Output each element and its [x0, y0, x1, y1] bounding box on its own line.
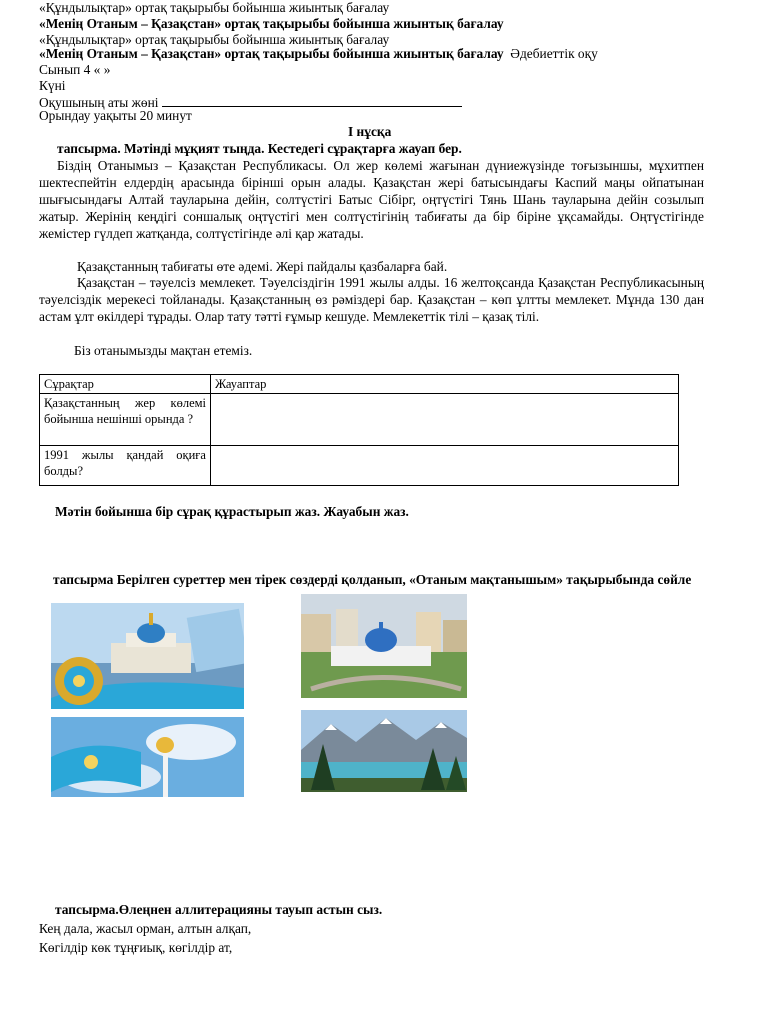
text-paragraph-2: Қазақстанның табиғаты өте әдемі. Жері пайдалы қазбаларға бай. [77, 259, 448, 274]
subject-label: Әдебиеттік оқу [510, 46, 598, 61]
akorda-emblem-image [51, 603, 244, 709]
student-name-blank[interactable] [162, 94, 462, 107]
text-paragraph-4: Біз отанымызды мақтан етеміз. [74, 343, 253, 358]
header-line-4-title: «Менің Отаным – Қазақстан» ортақ тақырыбы бойынша жиынтық бағалау [39, 46, 504, 61]
mountain-lake-image [301, 710, 467, 792]
variant-title: І нұсқа [348, 124, 392, 139]
table-question-1: Қазақстанның жер көлемі бойынша нешінші орында ? [40, 394, 211, 446]
domed-building-image [301, 594, 467, 698]
student-name-label: Оқушының аты жөні [39, 95, 159, 110]
header-line-1: «Құндылықтар» ортақ тақырыбы бойынша жиынтық бағалау [39, 0, 390, 15]
class-line: Сынып 4 « » [39, 62, 111, 77]
task2-title: тапсырма Берілген суреттер мен тірек сөздерді қолданып, «Отаным мақтанышым» тақырыбында сөйле [53, 572, 692, 587]
table-row [40, 394, 679, 446]
header-line-2: «Менің Отаным – Қазақстан» ортақ тақырыбы бойынша жиынтық бағалау [39, 16, 504, 31]
table-answer-2[interactable] [211, 446, 679, 486]
task1-title: тапсырма. Мәтінді мұқият тыңда. Кестедегі сұрақтарға жауап бер. [57, 141, 462, 156]
poem-line-1: Кең дала, жасыл орман, алтын алқап, [39, 921, 252, 936]
compose-question-task: Мәтін бойынша бір сұрақ құрастырып жаз. Жауабын жаз. [55, 504, 409, 519]
header-line-3: «Құндылықтар» ортақ тақырыбы бойынша жиынтық бағалау [39, 32, 390, 47]
poem-line-2: Көгілдір көк тұңғиық, көгілдір ат, [39, 940, 233, 955]
qa-table [39, 374, 679, 486]
text-paragraph-3: Қазақстан – тәуелсіз мемлекет. Тәуелсіздігін 1991 жылы алды. 16 желтоқсанда Қазақстан Республикасының тәуелсіздік мерекесі тойланады. Қазақстанның өз рәміздері бар. Қазақстан – көп ұлтты мемлекет. Мұнда 130 дан астам ұлт өкілдері тұрады. Олар тату тәтті ғұмыр кешуде. Мемлекеттік тілі – қазақ тілі. [39, 275, 704, 324]
table-question-2: 1991 жылы қандай оқиға болды? [40, 446, 211, 486]
date-line: Күні [39, 78, 66, 93]
header-line-4 [39, 46, 598, 62]
task3-title: тапсырма.Өлеңнен аллитерацияны тауып астын сыз. [55, 902, 383, 917]
baiterek-flag-image [51, 717, 244, 797]
table-header-row [40, 375, 679, 394]
table-header-answers: Жауаптар [211, 375, 679, 394]
table-row [40, 446, 679, 486]
table-answer-1[interactable] [211, 394, 679, 446]
time-line: Орындау уақыты 20 минут [39, 108, 192, 123]
table-header-questions: Сұрақтар [40, 375, 211, 394]
text-paragraph-1: Біздің Отанымыз – Қазақстан Республикасы. Ол жер көлемі жағынан дүниежүзінде тоғызыншы, мұхитпен шектеспейтін елдердің арасында бірінші орын алады. Қазақстан жері батысындағы Каспий маңы ойпатынан шығысындағы Алтай тауларына дейін, солтүстігі Батыс Сібірг, оңтүстігі Тянь Шань тауларына дейін созылып жатыр. Жерінің кеңдігі соншалық оңтүстігі мен солтүстігінің табиғаты да бір біріне ұқсамайды. Оңтүстігінде жемістер гүлдеп жатқанда, солтүстігінде әлі қар жатады. [39, 158, 704, 241]
